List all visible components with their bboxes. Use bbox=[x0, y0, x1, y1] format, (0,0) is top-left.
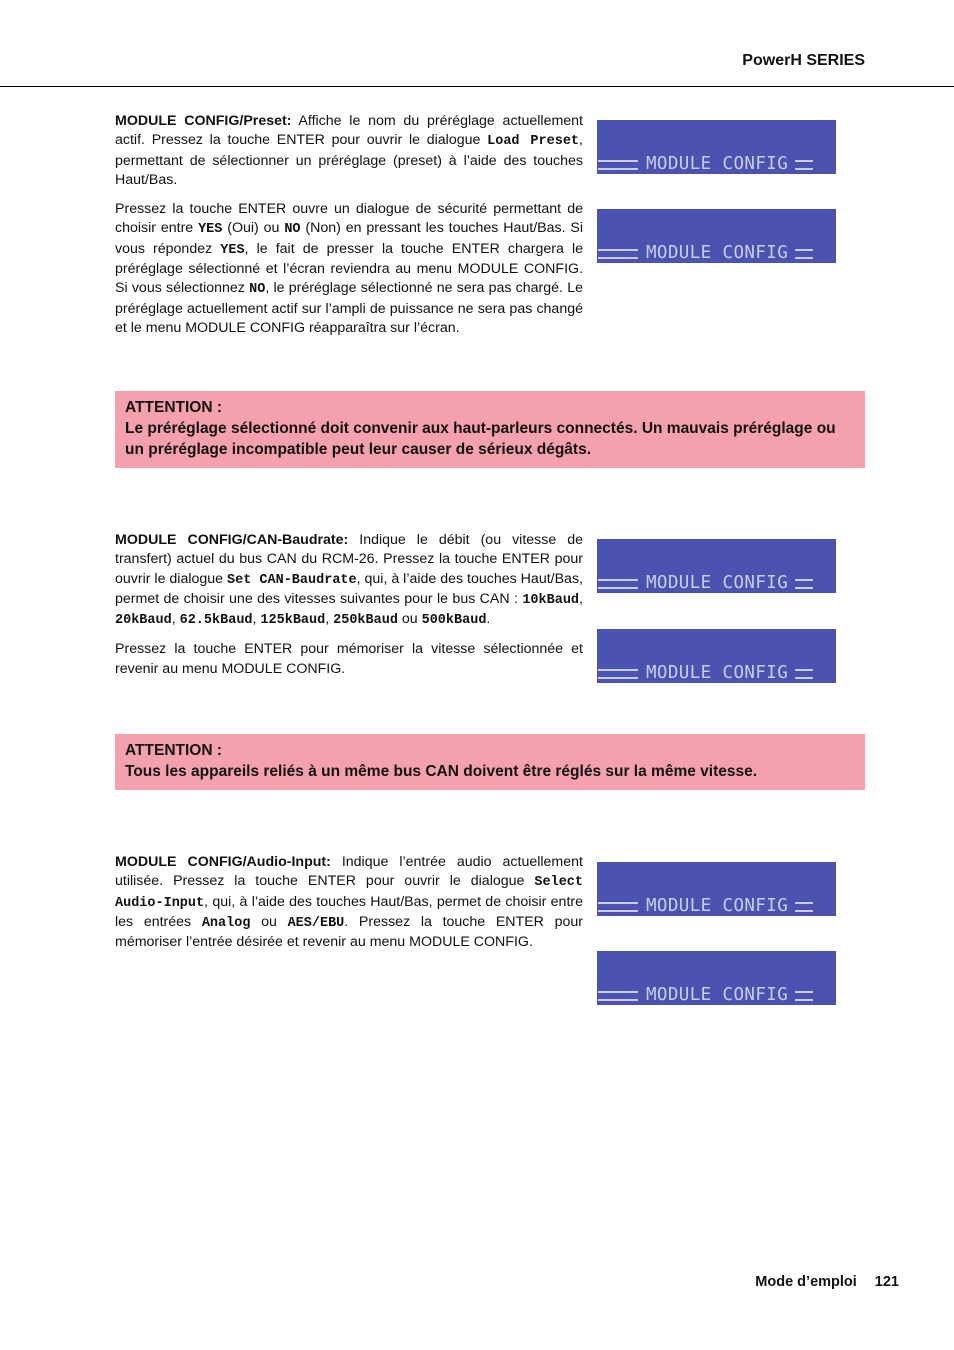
lcd-title: MODULE CONFIG bbox=[646, 156, 789, 174]
code-load-preset: Load Preset bbox=[487, 134, 580, 150]
code-analog: Analog bbox=[201, 915, 251, 931]
lcd-bars-decoration bbox=[795, 669, 813, 679]
text: Pressez la touche ENTER ouvre un dialogue de sécurité permettant de choisir entre bbox=[115, 201, 583, 237]
code-baud-value: 20kBaud bbox=[115, 613, 172, 629]
preset-heading: MODULE CONFIG/Preset: bbox=[115, 113, 292, 129]
code-baud-value: 62.5kBaud bbox=[179, 613, 253, 629]
text: , bbox=[579, 590, 583, 607]
code-baud-value: 125kBaud bbox=[260, 613, 326, 629]
text: ou bbox=[250, 913, 288, 930]
lcd-bars-decoration bbox=[598, 669, 638, 679]
can-heading: MODULE CONFIG/CAN-Baudrate: bbox=[115, 532, 349, 548]
text: Affiche le nom du préréglage actuellement actif. Pressez la touche ENTER pour ouvrir le dialogue bbox=[115, 113, 583, 149]
code-yes: YES bbox=[220, 242, 245, 258]
lcd-title: MODULE CONFIG bbox=[646, 898, 789, 916]
lcd-bars-decoration bbox=[795, 249, 813, 259]
lcd-bars-decoration bbox=[795, 160, 813, 170]
header-title: PowerH SERIES bbox=[742, 52, 865, 69]
can-paragraph-1 bbox=[115, 531, 583, 630]
lcd-screen-can-baudrate bbox=[597, 539, 836, 593]
lcd-bars-decoration bbox=[598, 902, 638, 912]
warning-text: Le préréglage sélectionné doit convenir aux haut-parleurs connectés. Un mauvais préréglage ou un préréglage incompatible peut leur causer de sérieux dégâts. bbox=[125, 420, 836, 458]
text: (Non) en pressant les touches Haut/Bas. Si vous répondez bbox=[115, 220, 584, 257]
warning-text: Tous les appareils reliés à un même bus CAN doivent être réglés sur la même vitesse. bbox=[125, 763, 758, 780]
code-no: NO bbox=[284, 222, 301, 238]
text: (Oui) ou bbox=[222, 220, 285, 237]
text: , bbox=[252, 611, 261, 628]
audio-paragraph-1 bbox=[115, 853, 583, 952]
code-baud-value: 250kBaud bbox=[333, 613, 398, 629]
lcd-title: MODULE CONFIG bbox=[646, 665, 789, 683]
page-number: 121 bbox=[874, 1274, 899, 1290]
code-no: NO bbox=[249, 282, 266, 298]
code-baud-value: 10kBaud bbox=[522, 592, 580, 608]
text: , le fait de presser la touche ENTER chargera le préréglage sélectionné et l’écran reviendra au menu MODULE CONFIG. Si vous sélectionnez bbox=[115, 240, 583, 297]
code-aes-ebu: AES/EBU bbox=[287, 915, 345, 931]
warning-title: ATTENTION : bbox=[125, 399, 223, 416]
text: Indique le débit (ou vitesse de transfert) actuel du bus CAN du RCM-26. Pressez la touche ENTER pour ouvrir le dialogue bbox=[115, 532, 583, 587]
lcd-screen-set-can-baudrate bbox=[597, 629, 836, 683]
lcd-bars-decoration bbox=[598, 579, 638, 589]
code-yes: YES bbox=[198, 222, 223, 238]
text: . bbox=[486, 611, 491, 628]
lcd-screen-audio-input bbox=[597, 862, 836, 916]
text: , qui, à l’aide des touches Haut/Bas, permet de choisir une des vitesses suivantes pour le bus CAN : bbox=[115, 570, 583, 607]
text: , le préréglage sélectionné ne sera pas chargé. Le préréglage actuellement actif sur l’ampli de puissance ne sera pas changé et le menu MODULE CONFIG réapparaîtra sur l’écran. bbox=[115, 280, 583, 336]
code-set-can-baudrate: Set CAN-Baudrate bbox=[227, 572, 357, 588]
lcd-title: MODULE CONFIG bbox=[646, 987, 789, 1005]
warning-box-can bbox=[115, 734, 865, 790]
text: . Pressez la touche ENTER pour mémoriser l’entrée désirée et revenir au menu MODULE CONFIG. bbox=[115, 913, 583, 951]
section-audio-input bbox=[115, 853, 583, 962]
section-preset bbox=[115, 112, 583, 348]
lcd-bars-decoration bbox=[598, 160, 638, 170]
lcd-bars-decoration bbox=[598, 249, 638, 259]
text: Indique l’entrée audio actuellement utilisée. Pressez la touche ENTER pour ouvrir le dialogue bbox=[115, 854, 583, 890]
lcd-screen-select-audio-input bbox=[597, 951, 836, 1005]
preset-paragraph-1 bbox=[115, 112, 583, 190]
code-baud-value: 500kBaud bbox=[421, 613, 487, 629]
footer-label: Mode d’emploi bbox=[755, 1274, 857, 1290]
lcd-bars-decoration bbox=[598, 991, 638, 1001]
can-paragraph-2: Pressez la touche ENTER pour mémoriser la vitesse sélectionnée et revenir au menu MODULE CONFIG. bbox=[115, 641, 583, 677]
text: ou bbox=[397, 611, 422, 628]
lcd-bars-decoration bbox=[795, 579, 813, 589]
text: , qui, à l’aide des touches Haut/Bas, permet de choisir entre les entrées bbox=[115, 893, 583, 930]
text: , permettant de sélectionner un préréglage (preset) à l’aide des touches Haut/Bas. bbox=[115, 132, 583, 188]
code-select-audio-input: Select Audio-Input bbox=[115, 875, 583, 911]
page-footer bbox=[755, 1274, 899, 1290]
section-can-baudrate bbox=[115, 531, 583, 689]
warning-box-preset bbox=[115, 391, 865, 468]
warning-title: ATTENTION : bbox=[125, 742, 223, 759]
text: , bbox=[325, 611, 334, 628]
text: , bbox=[171, 611, 180, 628]
audio-heading: MODULE CONFIG/Audio-Input: bbox=[115, 854, 331, 870]
lcd-bars-decoration bbox=[795, 991, 813, 1001]
lcd-bars-decoration bbox=[795, 902, 813, 912]
lcd-title: MODULE CONFIG bbox=[646, 575, 789, 593]
lcd-screen-load-preset bbox=[597, 209, 836, 263]
lcd-title: MODULE CONFIG bbox=[646, 245, 789, 263]
lcd-screen-preset bbox=[597, 120, 836, 174]
header-rule bbox=[0, 86, 954, 87]
preset-paragraph-2 bbox=[115, 200, 583, 338]
